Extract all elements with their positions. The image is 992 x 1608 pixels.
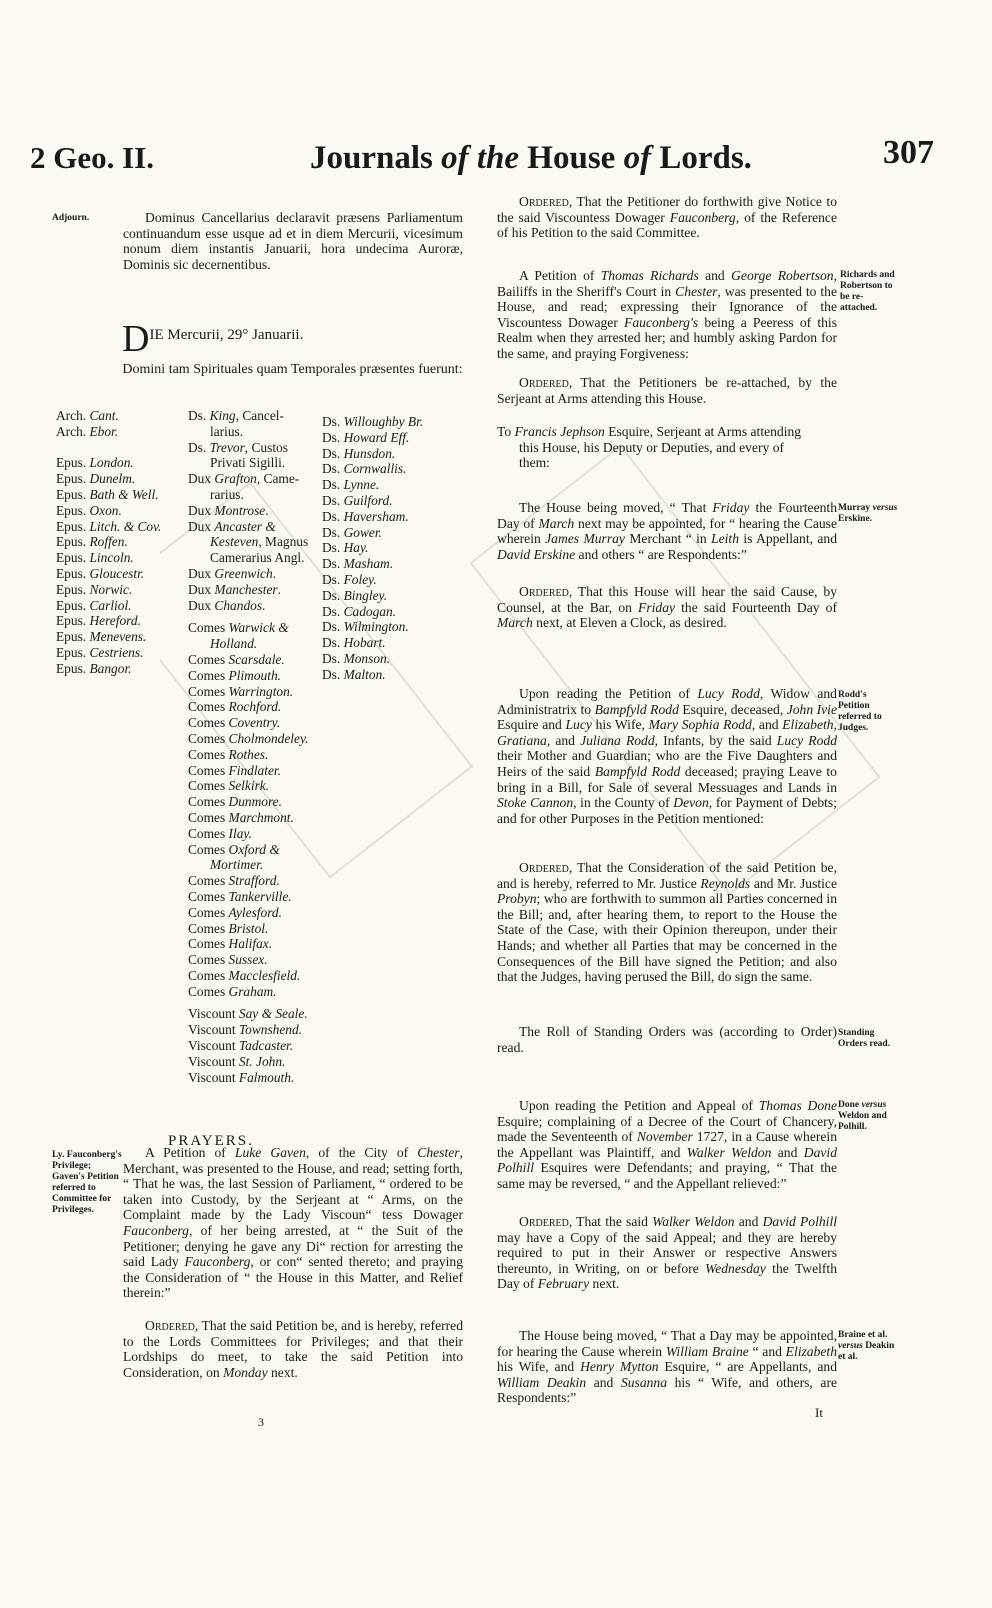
lord-entry: Ds. Cadogan. — [322, 603, 397, 619]
lord-entry: Ds. Trevor, Custos — [188, 439, 288, 455]
text-run: deceased; praying Leave to bring in a Bill, for Sale of several Messuages and Lands in — [497, 763, 837, 795]
italic-name: Fauconberg — [184, 1254, 251, 1270]
text-run: Esquires were Defendants; and praying, “ That the same may be reversed, “ and the Appellant relieved:” — [497, 1160, 837, 1191]
gaven-order: Ordered, That the said Petition be, and is hereby, referred to the Lords Committees for Privileges; and that their Lordships do meet, to take the said Petition into Consideration, on Monday next. — [123, 1318, 463, 1380]
text-run: Upon reading the Petition and Appeal of — [519, 1098, 759, 1113]
margin-note-richards: Richards and Robertson to be re-attached. — [840, 270, 895, 313]
lord-entry: Comes Dunmore. — [188, 794, 282, 810]
text-run: “ and — [748, 1343, 786, 1359]
lord-entry: Ds. Monson. — [322, 650, 391, 666]
text-run: being a Peeress of this Realm when they arrested her; and humbly asking Pardon for the same, and praying Forgiveness: — [497, 314, 837, 361]
italic-name: Luke Gaven — [234, 1145, 306, 1160]
lord-entry: Ds. Wilmington. — [322, 619, 409, 635]
italic-name: Lucy Rodd — [776, 732, 837, 748]
text-run: Esquire, deceased, — [678, 701, 787, 717]
lord-entry: Dux Grafton, Came- — [188, 471, 300, 487]
reattach-order: Ordered, That the Petitioners be re-attached, by the Serjeant at Arms attending this House. — [497, 375, 837, 406]
italic-name: William Braine — [665, 1343, 749, 1359]
lord-entry: Epus. Roffen. — [56, 534, 128, 550]
lord-entry: Ds. Haversham. — [322, 508, 409, 524]
lord-entry: Ds. Bingley. — [322, 587, 388, 603]
lord-entry: Viscount St. John. — [188, 1053, 286, 1069]
italic-name: Leith — [711, 531, 740, 547]
lord-entry: Comes Oxford & — [188, 841, 280, 857]
standing-orders: The Roll of Standing Orders was (according to Order) read. — [497, 1024, 837, 1055]
text-run: , of the City of — [305, 1145, 418, 1160]
lord-entry: Epus. Dunelm. — [56, 471, 136, 487]
text-run: , and — [751, 717, 783, 733]
lord-entry: Dux Greenwich. — [188, 565, 277, 581]
lord-entry: Comes Coventry. — [188, 715, 281, 731]
text-run: and Mr. Justice — [750, 875, 837, 891]
lord-entry: Privati Sigilli. — [210, 455, 286, 471]
italic-name: Gratiana — [497, 732, 547, 748]
lord-entry: Comes Strafford. — [188, 873, 280, 889]
serjeant-address: To Francis Jephson Esquire, Serjeant at Arms attending this House, his Deputy or Deputies, and every of them: — [497, 424, 802, 471]
text-run: is Appellant, and — [739, 531, 837, 547]
text-run: and — [734, 1214, 763, 1229]
lord-entry: Comes Selkirk. — [188, 778, 270, 794]
margin-note-braine: Braine et al. versus Deakin et al. — [838, 1330, 895, 1362]
text-run: and — [698, 268, 732, 283]
braine-motion — [497, 1328, 837, 1406]
text-run: A Petition of — [145, 1145, 235, 1160]
text-run: next, at Eleven a Clock, as desired. — [532, 615, 727, 631]
lord-entry: Comes Aylesford. — [188, 904, 282, 920]
italic-name: David Polhill — [497, 1144, 837, 1176]
lord-entry: Arch. Ebor. — [56, 423, 119, 439]
lord-entry: Viscount Say & Seale. — [188, 1006, 308, 1022]
text-run: the said Fourteenth Day of — [675, 599, 837, 615]
text-run: their Mother and Guardian; who are the Five Daughters and Heirs of the said — [497, 748, 837, 779]
text-run: next may be appointed, for “ hearing the Cause wherein — [497, 515, 837, 547]
lord-entry: Epus. Hereford. — [56, 613, 141, 629]
lord-entry: Mortimer. — [210, 857, 264, 873]
lord-entry: Comes Findlater. — [188, 762, 281, 778]
lord-entry: Ds. Guilford. — [322, 492, 393, 508]
lord-entry: Comes Plimouth. — [188, 667, 281, 683]
lord-entry: rarius. — [210, 486, 244, 502]
lord-entry: Ds. Cornwallis. — [322, 461, 407, 477]
text-run: , That this House will hear the said Cause, by Counsel, at the Bar, on — [497, 584, 837, 615]
margin-note-rodd: Rodd's Petition referred to Judges. — [838, 690, 882, 733]
italic-name: Wednesday — [705, 1260, 766, 1276]
italic-name: David Polhill — [762, 1214, 837, 1229]
text-run: , Merchant, was presented to the House, and read; setting forth, “ That he was, the last Session of Parliament, “ ordered to be taken into Custody, by the Serjeant at “ Arms, on the Complaint made by the Lady Viscoun“ tess Dowager — [123, 1145, 463, 1223]
italic-name: Devon — [673, 795, 709, 811]
text-run: , was presented to the House, and read; expressing their Ignorance of the Viscountess Dowager — [497, 283, 837, 330]
done-order: Ordered, That the said Walker Weldon and David Polhill may have a Copy of the said Appeal; and they are hereby required to put in their Answer or respective Answers thereunto, in Writing, on or before Wednesday the Twelfth Day of February next. — [497, 1214, 837, 1292]
lord-entry: Comes Tankerville. — [188, 888, 292, 904]
italic-name: David Erskine — [497, 546, 576, 562]
lord-entry: Kesteven, Magnus — [210, 534, 309, 550]
lord-entry: Epus. Carliol. — [56, 597, 132, 613]
italic-name: Mary Sophia Rodd — [648, 717, 752, 733]
lord-entry: Epus. Norwic. — [56, 581, 133, 597]
lord-entry: Comes Macclesfield. — [188, 967, 301, 983]
italic-name: Juliana Rodd — [580, 732, 655, 748]
lord-entry: Comes Bristol. — [188, 920, 269, 936]
day-heading: DIE Mercurii, 29° Januarii. — [122, 318, 304, 360]
lord-entry: Comes Sussex. — [188, 952, 268, 968]
lord-entry: Ds. Gower. — [322, 524, 382, 540]
murray-motion — [497, 500, 837, 562]
text-run: his Wife, — [591, 717, 649, 733]
present-line: Domini tam Spirituales quam Temporales præsentes fuerunt: — [122, 362, 463, 377]
text-run: and others “ are Respondents:” — [575, 546, 747, 562]
lord-entry: Ds. Howard Eff. — [322, 429, 410, 445]
lord-entry: Holland. — [210, 636, 258, 652]
lord-entry: Epus. Gloucestr. — [56, 565, 145, 581]
running-title: Journals of the House of Lords. — [310, 140, 752, 176]
lord-entry: Comes Scarsdale. — [188, 651, 285, 667]
text-run: the Fourteenth Day of — [497, 500, 837, 531]
text-run: may have a Copy of the said Appeal; and they are hereby required to put in their Answer or respective Answers thereunto, in Writing, on or before — [497, 1229, 837, 1276]
italic-name: Susanna — [620, 1374, 668, 1390]
italic-name: February — [537, 1276, 590, 1292]
italic-name: Fauconberg's — [624, 314, 699, 330]
lord-entry: Dux Manchester. — [188, 581, 281, 597]
lord-entry: Ds. Foley. — [322, 571, 377, 587]
lord-entry: Ds. Hunsdon. — [322, 445, 396, 461]
notice-order: Ordered, That the Petitioner do forthwith give Notice to the said Viscountess Dowager Fauconberg, of the Reference of his Petition to the said Committee. — [497, 194, 837, 241]
text-run: Esquire and — [497, 717, 566, 733]
lord-entry: Viscount Tadcaster. — [188, 1038, 294, 1054]
lord-entry: Dux Montrose. — [188, 502, 269, 518]
margin-note-adjourn: Adjourn. — [52, 213, 90, 223]
text-run: his “ Wife, and others, are Respondents:” — [497, 1374, 838, 1406]
catchword: It — [815, 1405, 823, 1420]
rodd-petition — [497, 686, 837, 826]
margin-note-done: Done versus Weldon and Polhill. — [838, 1100, 887, 1132]
page-number: 307 — [883, 134, 934, 171]
lord-entry: Comes Graham. — [188, 983, 277, 999]
lord-entry: Viscount Townshend. — [188, 1022, 303, 1038]
italic-name: March — [538, 515, 575, 531]
margin-note-murray: Murray versus Erskine. — [838, 503, 898, 524]
lord-entry: larius. — [210, 423, 244, 439]
adjourn-paragraph: Dominus Cancellarius declaravit præsens Parliamentum continuandum esse usque ad et in diem Mercurii, vicesimum nonum diem instantis Januarii, hora undecima Auroræ, Dominis sic decernentibus. — [123, 210, 463, 272]
lord-entry: Ds. Lynne. — [322, 477, 380, 493]
text-run: Esquire, “ are Appellants, and — [658, 1359, 838, 1375]
text-run: 1727, in a Cause wherein the Appellant was Plaintiff, and — [497, 1129, 837, 1160]
italic-name: Probyn — [497, 891, 537, 907]
italic-name: William Deakin — [497, 1374, 587, 1390]
text-run: , in the County of — [573, 795, 674, 811]
italic-name: Elizabeth — [782, 717, 834, 733]
text-run: , of her being arrested, at “ the Suit of the Petitioner; denying he gave any Di“ rection for arresting the said Lady — [123, 1222, 463, 1270]
text-run: , Infants, by the said — [654, 732, 777, 748]
italic-name: November — [636, 1129, 693, 1145]
text-run: The House being moved, “ That a Day may be appointed, for hearing the Cause wherein — [497, 1328, 837, 1359]
text-run: next. — [589, 1276, 620, 1292]
lord-entry: Epus. Bath & Well. — [56, 486, 159, 502]
lord-entry: Epus. London. — [56, 455, 134, 471]
prayers-heading: PRAYERS. — [168, 1133, 254, 1149]
text-run: Upon reading the Petition of — [519, 686, 698, 701]
text-run: , Bailiffs in the Sheriff's Court in — [497, 268, 837, 299]
text-run: , and — [546, 732, 581, 748]
margin-note-fauconberg: Ly. Fauconberg's Privilege; Gaven's Petition referred to Committee for Privileges. — [52, 1150, 122, 1215]
italic-name: John Ivie — [786, 701, 837, 717]
text-run: and — [771, 1144, 804, 1160]
lord-entry: Comes Warwick & — [188, 620, 289, 636]
lord-entry: Epus. Lincoln. — [56, 550, 134, 566]
italic-name: Walker Weldon — [652, 1214, 735, 1229]
italic-name: Chester — [417, 1145, 460, 1160]
lord-entry: Comes Marchmont. — [188, 809, 294, 825]
lord-entry: Comes Warrington. — [188, 683, 294, 699]
text-run: Esquire; complaining of a Decree of the Court of Chancery, made the Seventeenth of — [497, 1113, 837, 1145]
text-run: The House being moved, “ That — [519, 500, 713, 515]
italic-name: Lucy — [565, 717, 592, 733]
italic-name: Fauconberg — [123, 1222, 189, 1238]
lord-entry: Ds. Malton. — [322, 666, 386, 682]
lord-entry: Ds. Masham. — [322, 556, 394, 572]
italic-name: Stoke Cannon — [497, 795, 574, 811]
lord-entry: Ds. Hay. — [322, 540, 369, 556]
italic-name: Chester — [675, 283, 718, 299]
lord-entry: Comes Cholmondeley. — [188, 730, 309, 746]
lord-entry: Epus. Litch. & Cov. — [56, 518, 162, 534]
text-run: , for Payment of Debts; and for other Purposes in the Petition mentioned: — [497, 795, 837, 826]
italic-name: Walker Weldon — [686, 1144, 772, 1160]
lords-spiritual-list — [56, 408, 161, 677]
text-run: and — [586, 1374, 621, 1390]
italic-name: Friday — [638, 599, 676, 615]
lord-entry: Comes Halifax. — [188, 936, 273, 952]
page-header — [0, 134, 992, 184]
text-run: , That the Consideration of the said Petition be, and is hereby, referred to Mr. Justice — [497, 860, 837, 891]
rodd-order: Ordered, That the Consideration of the said Petition be, and is hereby, referred to Mr. Justice Reynolds and Mr. Justice Probyn; who are forthwith to summon all Parties concerned in the Bill; and, after hearing them, to report to the House the State of the Case, with their Opinion thereupon, under their Hands; and whether all Parties that may be concerned in the Consequences of the Bill have signed the Petition; and also that the Judges, having perused the Bill, do sign the same. — [497, 860, 837, 985]
lord-entry: Dux Chandos. — [188, 597, 266, 613]
italic-name: James Murray — [545, 531, 625, 547]
text-run: , or con“ sented thereto; and praying the Consideration of “ the House in this Matter, and Relief therein:” — [123, 1254, 463, 1301]
lord-entry: Ds. King, Cancel- — [188, 408, 284, 423]
text-run: his Wife, and — [497, 1359, 581, 1375]
italic-name: Bampfyld Rodd — [594, 763, 681, 779]
lord-entry: Camerarius Angl. — [210, 550, 305, 566]
text-run: , — [833, 717, 837, 733]
lord-entry: Comes Rochford. — [188, 699, 282, 715]
text-run: the Twelfth Day of — [497, 1260, 837, 1292]
italic-name: March — [497, 615, 533, 631]
lord-entry: Epus. Oxon. — [56, 502, 122, 518]
italic-name: Henry Mytton — [580, 1359, 659, 1375]
lord-entry: Viscount Falmouth. — [188, 1069, 295, 1085]
lord-entry: Epus. Bangor. — [56, 660, 132, 676]
gaven-petition — [123, 1145, 463, 1301]
done-appeal — [497, 1098, 837, 1192]
italic-name: Lucy Rodd — [697, 686, 760, 701]
lord-entry: Epus. Menevens. — [56, 629, 147, 645]
barons-list — [322, 414, 423, 683]
margin-note-standing: Standing Orders read. — [838, 1028, 891, 1049]
text-run: , Widow and Administratrix to — [497, 686, 837, 717]
italic-name: Reynolds — [700, 875, 751, 891]
italic-name: Friday — [712, 500, 750, 515]
lord-entry: Dux Ancaster & — [188, 518, 276, 534]
lord-entry: Comes Rothes. — [188, 746, 269, 762]
italic-name: Bampfyld Rodd — [594, 701, 679, 717]
lord-entry: Epus. Cestriens. — [56, 644, 144, 660]
italic-name: George Robertson — [731, 268, 834, 283]
text-run: Merchant “ in — [624, 531, 712, 547]
murray-order: Ordered, That this House will hear the said Cause, by Counsel, at the Bar, on Friday the said Fourteenth Day of March next, at Eleven a Clock, as desired. — [497, 584, 837, 631]
lords-temporal-list — [188, 408, 309, 1085]
text-run: , That the said — [568, 1214, 653, 1229]
richards-petition — [497, 268, 837, 362]
text-run: ; who are forthwith to summon all Parties concerned in the Bill; and, after hearing them, to report to the House the State of the Case, with their Opinion thereupon, under their Hands; and whether all Parties that may be concerned in the Consequences of the Bill have signed the Petition; and also that the Judges, having perused the Bill, do sign the same. — [497, 891, 837, 985]
signature-mark: 3 — [258, 1415, 264, 1429]
regnal-year: 2 Geo. II. — [30, 140, 154, 175]
lord-entry — [56, 440, 161, 456]
text-run: A Petition of — [519, 268, 601, 283]
italic-name: Thomas Richards — [600, 268, 699, 283]
lord-entry: Ds. Hobart. — [322, 635, 386, 651]
italic-name: Thomas Done — [758, 1098, 837, 1113]
lord-entry: Comes Ilay. — [188, 825, 252, 841]
lord-entry: Ds. Willoughby Br. — [322, 414, 424, 429]
lord-entry: Arch. Cant. — [56, 408, 119, 423]
italic-name: Elizabeth — [785, 1343, 837, 1359]
